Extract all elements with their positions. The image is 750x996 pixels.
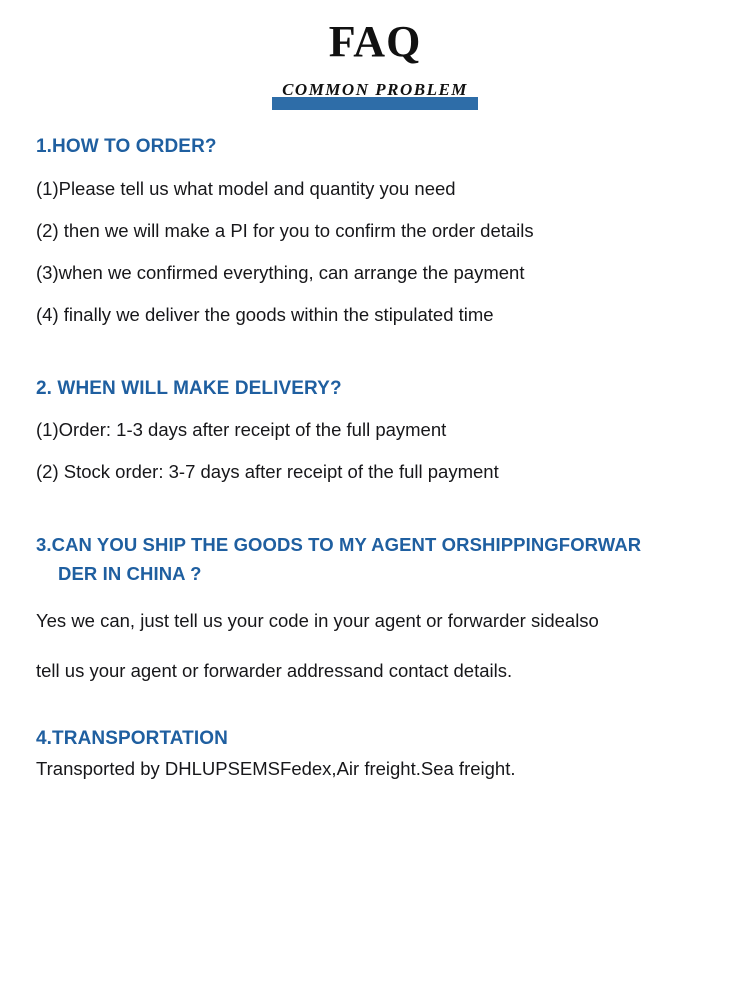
faq-section-1 bbox=[36, 132, 714, 329]
page-header bbox=[0, 0, 750, 102]
subtitle-label: COMMON PROBLEM bbox=[282, 80, 468, 100]
faq-answer-1-4: (4) finally we deliver the goods within the stipulated time bbox=[36, 303, 494, 325]
faq-answer-1-3: (3)when we confirmed everything, can arrange the payment bbox=[36, 261, 525, 283]
section-spacer-1 bbox=[36, 330, 714, 374]
section-spacer-3 bbox=[36, 686, 714, 724]
faq-question-1: 1.HOW TO ORDER? bbox=[36, 136, 217, 158]
faq-answer-2-1: (1)Order: 1-3 days after receipt of the full payment bbox=[36, 419, 447, 441]
subtitle-banner bbox=[276, 80, 474, 102]
faq-answer-3 bbox=[36, 606, 714, 686]
faq-answer-1-2: (2) then we will make a PI for you to confirm the order details bbox=[36, 219, 534, 241]
faq-answer-2-2: (2) Stock order: 3-7 days after receipt of the full payment bbox=[36, 461, 499, 483]
faq-content bbox=[0, 132, 750, 783]
faq-question-3 bbox=[36, 531, 714, 588]
section-spacer-2 bbox=[36, 487, 714, 531]
faq-section-4 bbox=[36, 724, 714, 783]
faq-question-2: 2. WHEN WILL MAKE DELIVERY? bbox=[36, 377, 342, 399]
faq-question-3-line1: 3.CAN YOU SHIP THE GOODS TO MY AGENT ORSHIPPINGFORWAR bbox=[36, 534, 642, 556]
faq-section-2 bbox=[36, 374, 714, 487]
faq-section-3 bbox=[36, 531, 714, 686]
faq-answer-1-1: (1)Please tell us what model and quantity you need bbox=[36, 177, 456, 199]
page-title: FAQ bbox=[328, 17, 422, 66]
faq-question-3-line2: DER IN CHINA ? bbox=[58, 562, 202, 584]
faq-answer-3-line2: tell us your agent or forwarder addressand contact details. bbox=[36, 660, 513, 682]
faq-answer-3-line1: Yes we can, just tell us your code in your agent or forwarder sidealso bbox=[36, 610, 599, 632]
faq-question-4: 4.TRANSPORTATION bbox=[36, 728, 228, 750]
faq-answer-4-1: Transported by DHLUPSEMSFedex,Air freight.Sea freight. bbox=[36, 757, 516, 779]
